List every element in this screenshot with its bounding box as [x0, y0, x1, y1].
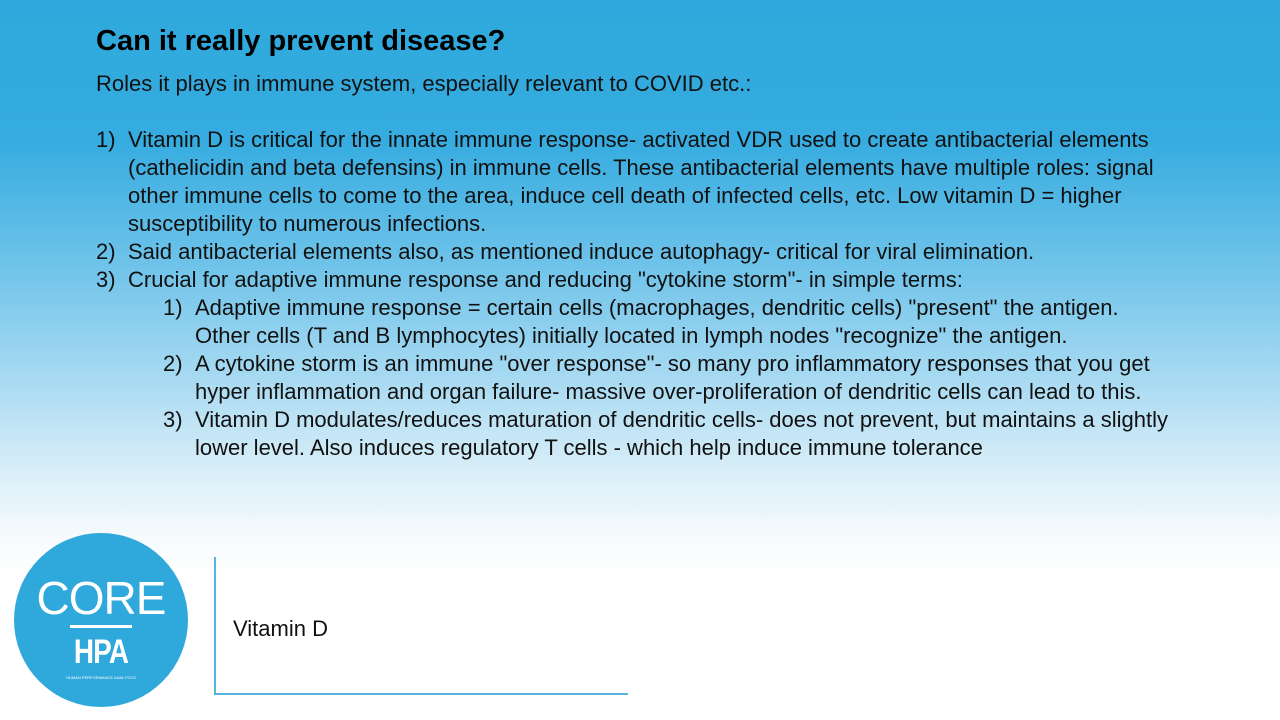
slide-title: Can it really prevent disease? — [96, 25, 506, 57]
list-item-number: 3) — [96, 267, 116, 292]
sub-list-item-number: 2) — [163, 351, 183, 376]
sub-list-item-3 — [163, 406, 1176, 462]
slide-intro: Roles it plays in immune system, especially relevant to COVID etc.: — [96, 71, 752, 96]
sub-list-item-2 — [163, 350, 1176, 406]
logo-divider — [70, 625, 132, 628]
list-item-number: 2) — [96, 239, 116, 264]
list-item-text: Vitamin D is critical for the innate immune response- activated VDR used to create antibacterial elements (cathelicidin and beta defensins) in immune cells. These antibacterial elements have multiple roles: signal other immune cells to come to the area, induce cell death of infected cells, etc. Low vitamin D = higher susceptibility to numerous infections. — [128, 127, 1154, 236]
sub-list-item-text: Vitamin D modulates/reduces maturation of dendritic cells- does not prevent, but maintains a slightly lower level. Also induces regulatory T cells - which help induce immune tolerance — [195, 407, 1168, 460]
list-item-3 — [96, 266, 1176, 294]
slide-subtitle: Vitamin D — [233, 616, 328, 641]
sub-list-item-number: 3) — [163, 407, 183, 432]
logo-hpa-text: HPA — [73, 633, 129, 671]
list-item-2 — [96, 238, 1176, 266]
sub-list — [163, 294, 1176, 462]
sub-list-item-1 — [163, 294, 1176, 350]
logo-tagline: HUMAN PERFORMANCE ANALYTICS — [66, 675, 136, 680]
sub-list-item-number: 1) — [163, 295, 183, 320]
core-hpa-logo — [14, 533, 188, 707]
sub-list-item-text: Adaptive immune response = certain cells (macrophages, dendritic cells) "present" the antigen. Other cells (T and B lymphocytes) initially located in lymph nodes "recognize" the antigen. — [195, 295, 1119, 348]
slide-content — [96, 126, 1176, 462]
main-list — [96, 126, 1176, 294]
sub-list-item-text: A cytokine storm is an immune "over response"- so many pro inflammatory responses that you get hyper inflammation and organ failure- massive over-proliferation of dendritic cells can lead to this. — [195, 351, 1150, 404]
list-item-text: Crucial for adaptive immune response and reducing "cytokine storm"- in simple terms: — [128, 267, 963, 292]
list-item-1 — [96, 126, 1176, 238]
logo-core-text: CORE — [36, 572, 166, 624]
list-item-number: 1) — [96, 127, 116, 152]
list-item-text: Said antibacterial elements also, as mentioned induce autophagy- critical for viral elimination. — [128, 239, 1035, 264]
